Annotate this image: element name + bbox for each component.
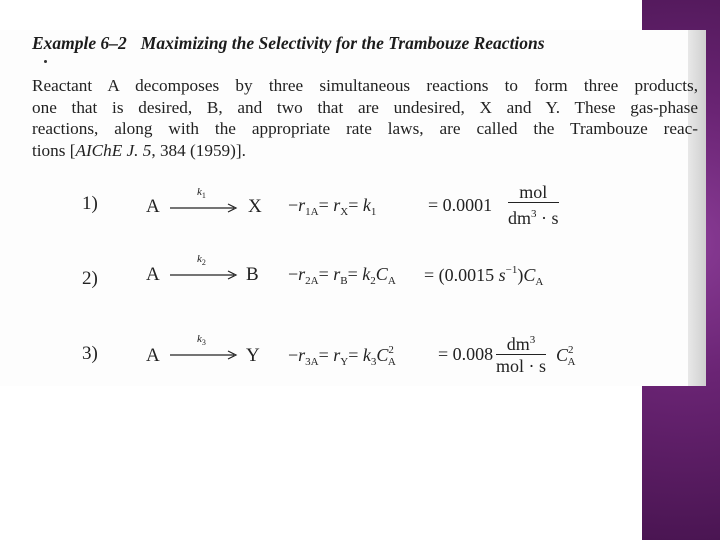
reaction-arrow-icon <box>170 270 240 280</box>
intro-paragraph <box>32 75 698 161</box>
rate-units <box>496 330 546 377</box>
example-number: Example 6–2 <box>32 33 127 53</box>
rate-constant-label: $k_1$ <box>197 186 206 201</box>
citation-close: , 384 (1959)]. <box>151 140 246 160</box>
unit-numerator: $dm^3$ <box>496 330 546 355</box>
rate-value: = 0.008 <box>438 344 494 364</box>
example-heading: Maximizing the Selectivity for the Trambouze Reactions <box>140 33 545 53</box>
concentration-term: $C^2_A$ <box>556 344 576 368</box>
paragraph-line: one that is desired, B, and two that are undesired, X and Y. These gas-phase <box>32 97 698 117</box>
rate-constant-label: $k_2$ <box>197 253 206 268</box>
paragraph-line <box>32 140 698 162</box>
reaction-label: 2) <box>82 268 98 289</box>
unit-denominator: $dm^3 \cdot s$ <box>508 208 559 228</box>
journal-name: AIChE J. 5 <box>75 140 152 160</box>
paragraph-line: reactions, along with the appropriate rate laws, are called the Trambouze reac- <box>32 119 698 138</box>
rate-law: $-r_{3A}= r_Y= k_3C^2_A$ <box>288 344 396 368</box>
rate-value: = 0.0001 <box>428 195 493 215</box>
citation-open: tions [ <box>32 140 76 160</box>
paragraph-line: Reactant A decomposes by three simultaneous reactions to form three products, <box>32 76 698 95</box>
reaction-arrow-icon <box>170 203 240 213</box>
product: B <box>246 264 259 285</box>
rate-law: $-r_{1A}= r_X= k_1$ <box>288 195 377 218</box>
product: Y <box>246 345 260 366</box>
rate-law: $-r_{2A}= r_B= k_2C_A$ <box>288 264 396 287</box>
reactant: A <box>146 345 160 366</box>
product: X <box>248 196 262 217</box>
reaction-label: 1) <box>82 193 98 214</box>
rate-value: = (0.0015 $s^{-1})C_A$ <box>424 264 544 288</box>
reaction-arrow-icon <box>170 350 240 360</box>
rate-constant-label: $k_3$ <box>197 333 206 348</box>
rate-units <box>508 182 559 229</box>
unit-numerator: mol <box>508 182 559 203</box>
unit-denominator: mol · s <box>496 356 547 376</box>
reactant: A <box>146 196 160 217</box>
reactant: A <box>146 264 160 285</box>
reaction-label: 3) <box>82 343 98 364</box>
example-title <box>32 33 545 54</box>
stray-mark <box>44 60 47 63</box>
